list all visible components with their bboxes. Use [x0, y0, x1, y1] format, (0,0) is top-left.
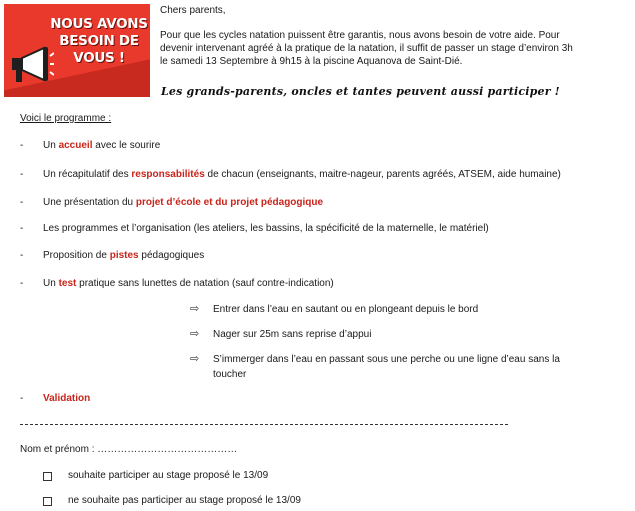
test-step-immerse: S’immerger dans l’eau en passant sous une perche ou une ligne d’eau sans la [213, 354, 560, 365]
intro-line-2: devenir intervenant agréé à la pratique de la natation, il suffit de passer un stage d’environ 3h [160, 43, 573, 54]
bullet: - [20, 223, 24, 234]
family-note: Les grands-parents, oncles et tantes peuvent aussi participer ! [161, 85, 560, 98]
programme-item-test: Un test pratique sans lunettes de natation (sauf contre-indication) [43, 278, 334, 289]
arrow-right-icon: ⇨ [190, 353, 200, 365]
greeting: Chers parents, [160, 5, 226, 16]
bullet: - [20, 393, 24, 404]
name-field-label: Nom et prénom : …………………………………… [20, 444, 238, 455]
validation-label: Validation [43, 393, 91, 404]
cut-line-divider [20, 424, 508, 425]
test-step-jump: Entrer dans l’eau en sautant ou en plongeant depuis le bord [213, 304, 479, 315]
arrow-right-icon: ⇨ [190, 328, 200, 340]
bullet: - [20, 250, 24, 261]
programme-item-responsibilities: Un récapitulatif des responsabilités de chacun (enseignants, maitre-nageur, parents agréés, ATSEM, aide humaine) [43, 169, 561, 180]
checkbox-yes[interactable] [43, 472, 52, 481]
banner-line-2: BESOIN DE [59, 33, 139, 49]
banner-line-1: NOUS AVONS [50, 16, 148, 32]
banner-text [50, 16, 148, 67]
bullet: - [20, 140, 24, 151]
programme-item-welcome: Un accueil avec le sourire [43, 140, 161, 151]
test-step-immerse-cont: toucher [213, 369, 247, 380]
programme-item-organisation: Les programmes et l’organisation (les ateliers, les bassins, la spécificité de la maternelle, le matériel) [43, 223, 489, 234]
option-no-label: ne souhaite pas participer au stage proposé le 13/09 [68, 495, 301, 506]
intro-line-1: Pour que les cycles natation puissent être garantis, nous avons besoin de votre aide. Pour [160, 30, 560, 41]
checkbox-no[interactable] [43, 497, 52, 506]
banner-line-3: VOUS ! [73, 50, 125, 66]
megaphone-icon [10, 44, 54, 84]
option-yes-label: souhaite participer au stage proposé le 13/09 [68, 470, 269, 481]
bullet: - [20, 197, 24, 208]
intro-line-3: le samedi 13 Septembre à 9h15 à la piscine Aquanova de Saint-Dié. [160, 56, 463, 67]
bullet: - [20, 278, 24, 289]
programme-item-project: Une présentation du projet d’école et du projet pédagogique [43, 197, 324, 208]
test-step-swim: Nager sur 25m sans reprise d’appui [213, 329, 372, 340]
banner-image [4, 4, 150, 97]
arrow-right-icon: ⇨ [190, 303, 200, 315]
programme-heading: Voici le programme : [20, 113, 112, 124]
bullet: - [20, 169, 24, 180]
programme-item-tracks: Proposition de pistes pédagogiques [43, 250, 205, 261]
